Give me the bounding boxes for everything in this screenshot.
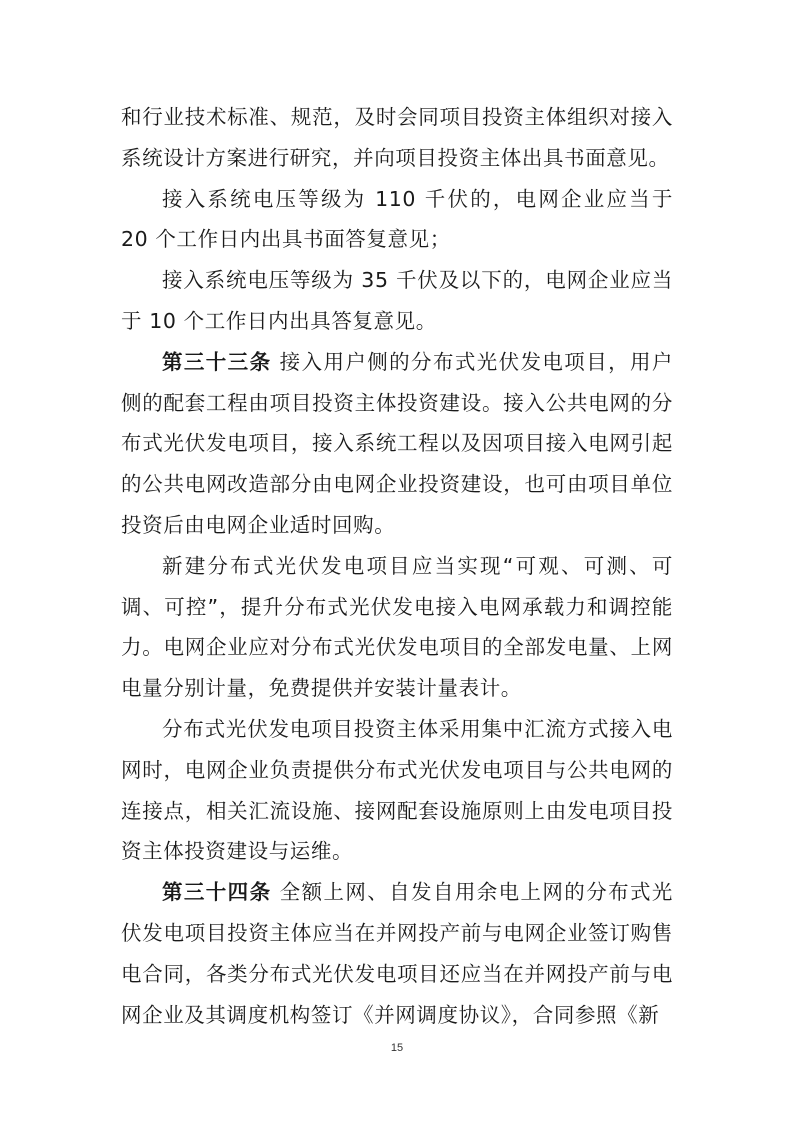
paragraph-text: 和行业技术标准、规范，及时会同项目投资主体组织对接入系统设计方案进行研究，并向项目投资主体出具书面意见。 [121, 105, 673, 170]
article-34 [121, 872, 673, 1035]
paragraph-6 [121, 709, 673, 872]
paragraph-text: 接入系统电压等级为 35 千伏及以下的，电网企业应当于 10 个工作日内出具答复意见。 [121, 268, 673, 333]
paragraph-3 [121, 260, 673, 342]
document-body [121, 97, 673, 1035]
article-number: 第三十三条 [162, 349, 272, 374]
paragraph-text: 接入用户侧的分布式光伏发电项目，用户侧的配套工程由项目投资主体投资建设。接入公共电网的分布式光伏发电项目，接入系统工程以及因项目接入电网引起的公共电网改造部分由电网企业投资建设，也可由项目单位投资后由电网企业适时回购。 [121, 349, 673, 537]
article-33 [121, 342, 673, 546]
paragraph-text: 全额上网、自发自用余电上网的分布式光伏发电项目投资主体应当在并网投产前与电网企业签订购售电合同，各类分布式光伏发电项目还应当在并网投产前与电网企业及其调度机构签订《并网调度协议》，合同参照《新 [121, 880, 673, 1027]
article-number: 第三十四条 [162, 880, 272, 905]
paragraph-1 [121, 97, 673, 179]
paragraph-text: 新建分布式光伏发电项目应当实现“可观、可测、可调、可控”，提升分布式光伏发电接入电网承载力和调控能力。电网企业应对分布式光伏发电项目的全部发电量、上网电量分别计量，免费提供并安装计量表计。 [121, 553, 673, 701]
paragraph-text: 接入系统电压等级为 110 千伏的，电网企业应当于 20 个工作日内出具书面答复意见； [121, 186, 673, 252]
paragraph-5 [121, 546, 673, 709]
page-number: 15 [390, 1042, 404, 1054]
paragraph-text: 分布式光伏发电项目投资主体采用集中汇流方式接入电网时，电网企业负责提供分布式光伏发电项目与公共电网的连接点，相关汇流设施、接网配套设施原则上由发电项目投资主体投资建设与运维。 [121, 716, 673, 864]
paragraph-2 [121, 179, 673, 261]
